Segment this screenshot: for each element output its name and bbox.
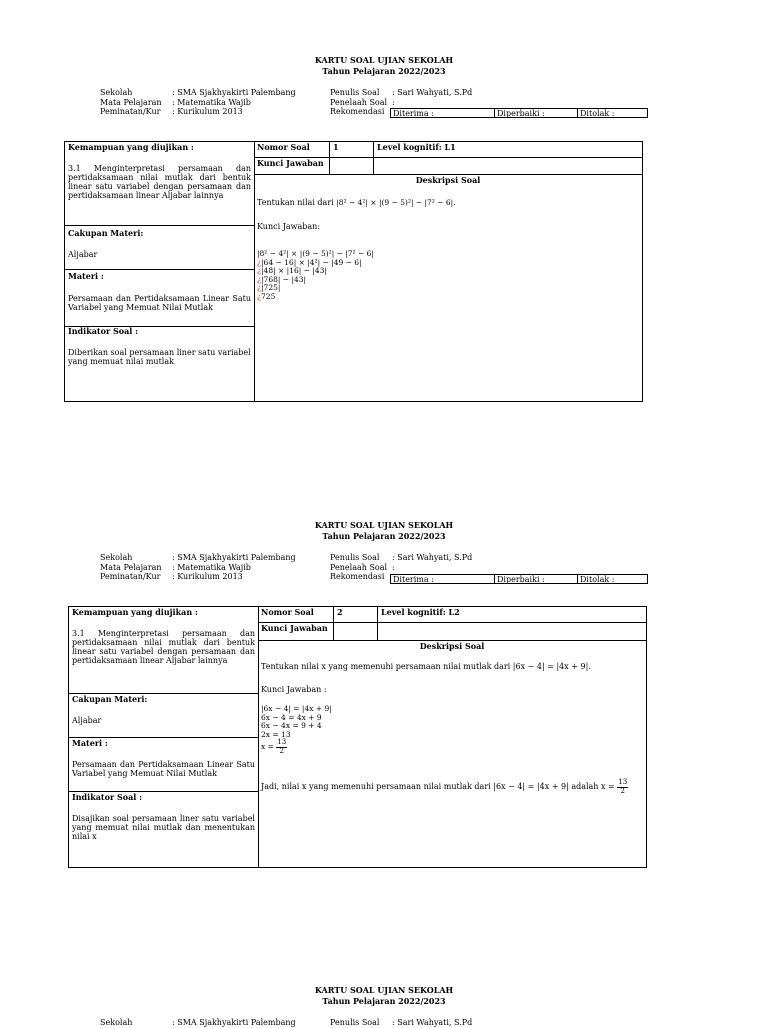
fraction-denominator: 2 (620, 786, 625, 795)
equals-glyph: ¿ (257, 257, 262, 267)
kompetensi-text: 3.1 Menginterpretasi persamaan dan pertidaksamaan nilai mutlak dari bentuk linear satu variabel dengan persamaan dan pertidaksamaan linear Aljabar lainnya (68, 164, 251, 200)
penelaah-value: : (392, 97, 395, 107)
indikator-label: Indikator Soal : (72, 792, 143, 802)
step-6: ¿725 (257, 291, 276, 301)
step-2: ¿|64 − 16| × |4²| − |49 − 6| (257, 257, 362, 267)
diperbaiki-label: Diperbaiki : (497, 575, 545, 584)
step-5 (261, 739, 332, 755)
kemampuan-label: Kemampuan yang diujikan : (72, 607, 198, 617)
diterima-label: Diterima : (393, 575, 434, 584)
penulis-value: : Sari Wahyati, S.Pd (392, 553, 473, 562)
indikator-value: Disajikan soal persamaan liner satu variabel yang memuat nilai mutlak dan menentukan nilai x (72, 814, 255, 841)
mapel-key: Mata Pelajaran (100, 562, 162, 572)
materi-label: Materi : (68, 271, 104, 281)
sekolah-value: : SMA Sjakhyakirti Palembang (172, 88, 296, 97)
kunci-label: Kunci Jawaban (257, 158, 324, 168)
rekomendasi-box (390, 574, 648, 584)
soal-expression: |8² − 4²| × |(9 − 5)²| − |7² − 6|. (336, 198, 456, 207)
mapel-value: : Matematika Wajib (172, 562, 251, 572)
step-1: |8² − 4²| × |(9 − 5)²| − |7² − 6| (257, 249, 374, 258)
kunci-jawaban-label: Kunci Jawaban: (257, 222, 321, 231)
kemampuan-label: Kemampuan yang diujikan : (68, 142, 194, 152)
step-2: 6x − 4 = 4x + 9 (261, 712, 322, 722)
step-4: ¿|768| − |43| (257, 274, 307, 284)
materi-label: Materi : (72, 738, 108, 748)
peminatan-value: : Kurikulum 2013 (172, 572, 243, 581)
sekolah-value: : SMA Sjakhyakirti Palembang (172, 553, 296, 562)
penelaah-key: Penelaah Soal (330, 562, 388, 572)
level-label: Level kognitif: L2 (381, 607, 460, 617)
sekolah-key: Sekolah (100, 1018, 133, 1027)
indikator-value: Diberikan soal persamaan liner satu variabel yang memuat nilai mutlak (68, 348, 251, 366)
rekomendasi-key: Rekomendasi (330, 107, 385, 116)
soal-prefix: Tentukan nilai dari (257, 198, 334, 207)
nomor-label: Nomor Soal (261, 607, 314, 617)
penelaah-key: Penelaah Soal (330, 97, 388, 107)
meta-left (100, 1018, 296, 1028)
x-equals: x = (261, 742, 274, 752)
step-5: ¿|725| (257, 283, 281, 293)
sekolah-key: Sekolah (100, 88, 133, 97)
soal-text (257, 198, 456, 208)
card-title: KARTU SOAL UJIAN SEKOLAH (314, 985, 454, 995)
card-title: KARTU SOAL UJIAN SEKOLAH (314, 520, 454, 530)
diterima-label: Diterima : (393, 109, 434, 118)
conclusion-fraction (617, 779, 628, 795)
penelaah-value: : (392, 562, 395, 572)
nomor-value: 1 (333, 142, 339, 152)
card-year: Tahun Pelajaran 2022/2023 (322, 66, 446, 76)
peminatan-key: Peminatan/Kur (100, 572, 161, 581)
deskripsi-label: Deskripsi Soal (419, 641, 485, 651)
equals-glyph: ¿ (257, 274, 262, 284)
penulis-value: : Sari Wahyati, S.Pd (392, 1018, 473, 1027)
step-3: ¿|48| × |16| − |43| (257, 266, 327, 276)
conclusion-text: Jadi, nilai x yang memenuhi persamaan nilai mutlak dari |6x − 4| = |4x + 9| adalah x = (261, 782, 615, 791)
penulis-key: Penulis Soal (330, 88, 380, 97)
solution-steps (257, 250, 374, 302)
card-year: Tahun Pelajaran 2022/2023 (322, 531, 446, 541)
step-1: |6x − 4| = |4x + 9| (261, 704, 332, 713)
materi-value: Persamaan dan Pertidaksamaan Linear Satu Variabel yang Memuat Nilai Mutlak (68, 294, 251, 312)
step-3: 6x − 4x = 9 + 4 (261, 721, 322, 731)
sekolah-value: : SMA Sjakhyakirti Palembang (172, 1018, 296, 1027)
cakupan-value: Aljabar (72, 716, 102, 725)
card-year: Tahun Pelajaran 2022/2023 (322, 996, 446, 1006)
level-label: Level kognitif: L1 (377, 142, 456, 152)
indikator-label: Indikator Soal : (68, 326, 139, 336)
card-title: KARTU SOAL UJIAN SEKOLAH (314, 55, 454, 65)
penulis-key: Penulis Soal (330, 1018, 380, 1027)
conclusion (261, 779, 628, 795)
nomor-value: 2 (337, 607, 343, 617)
step-4: 2x = 13 (261, 729, 291, 739)
diperbaiki-label: Diperbaiki : (497, 109, 545, 118)
penulis-value: : Sari Wahyati, S.Pd (392, 88, 473, 97)
equals-glyph: ¿ (257, 283, 262, 293)
kunci-jawaban-label: Kunci Jawaban : (261, 685, 327, 694)
rekomendasi-box (390, 108, 648, 118)
solution-steps (261, 705, 332, 755)
fraction-denominator: 2 (279, 746, 284, 755)
mapel-key: Mata Pelajaran (100, 97, 162, 107)
penulis-key: Penulis Soal (330, 553, 380, 562)
meta-left (100, 553, 296, 582)
soal-text: Tentukan nilai x yang memenuhi persamaan nilai mutlak dari |6x − 4| = |4x + 9|. (261, 662, 591, 671)
rekomendasi-key: Rekomendasi (330, 572, 385, 581)
nomor-label: Nomor Soal (257, 142, 310, 152)
question-table (64, 141, 643, 402)
cakupan-label: Cakupan Materi: (68, 228, 144, 238)
ditolak-label: Ditolak : (580, 575, 615, 584)
peminatan-key: Peminatan/Kur (100, 107, 161, 116)
mapel-value: : Matematika Wajib (172, 97, 251, 107)
peminatan-value: : Kurikulum 2013 (172, 107, 243, 116)
question-table (68, 606, 647, 868)
kunci-label: Kunci Jawaban (261, 623, 328, 633)
materi-value: Persamaan dan Pertidaksamaan Linear Satu Variabel yang Memuat Nilai Mutlak (72, 760, 255, 778)
meta-left (100, 88, 296, 117)
equals-glyph: ¿ (257, 291, 262, 301)
sekolah-key: Sekolah (100, 553, 133, 562)
fraction-numerator: 13 (277, 738, 287, 747)
kompetensi-text: 3.1 Menginterpretasi persamaan dan pertidaksamaan nilai mutlak dari bentuk linear satu variabel dengan persamaan dan pertidaksamaan linear Aljabar lainnya (72, 629, 255, 665)
equals-glyph: ¿ (257, 266, 262, 276)
deskripsi-label: Deskripsi Soal (415, 175, 481, 185)
ditolak-label: Ditolak : (580, 109, 615, 118)
meta-right (330, 1018, 472, 1028)
fraction (276, 739, 287, 755)
fraction-numerator: 13 (618, 778, 628, 786)
cakupan-label: Cakupan Materi: (72, 694, 148, 704)
cakupan-value: Aljabar (68, 250, 98, 259)
